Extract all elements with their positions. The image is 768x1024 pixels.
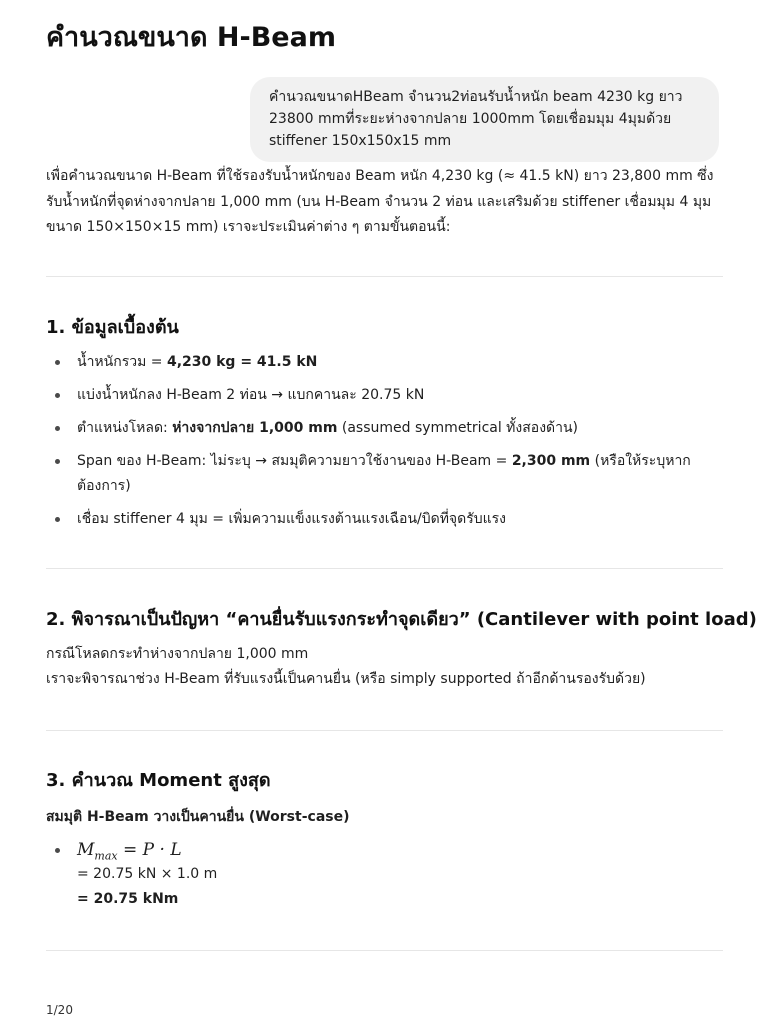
list-item-text: (assumed symmetrical ทั้งสองด้าน) (337, 420, 579, 436)
list-item-emphasis: 2,300 mm (511, 453, 591, 469)
divider (46, 568, 723, 569)
divider (46, 950, 723, 951)
list-item-text: (หรือให้ระบุหากต้องการ) (77, 453, 691, 494)
list-item (46, 416, 723, 441)
list-item-emphasis: 4,230 kg = 41.5 kN (166, 354, 318, 370)
intro-paragraph: เพื่อคำนวณขนาด H-Beam ที่ใช้รองรับน้ำหนักของ Beam หนัก 4,230 kg (≈ 41.5 kN) ยาว 23,800 mm ซึ่งรับน้ำหนักที่จุดห่างจากปลาย 1,000 mm (บน H-Beam จำนวน 2 ท่อน และเสริมด้วย stiffener เชื่อมมุม 4 มุม ขนาด 150×150×15 mm) เราจะประเมินค่าต่าง ๆ ตามขั้นตอนนี้: (46, 168, 714, 235)
formula-step-1: = 20.75 kN × 1.0 m (77, 866, 218, 882)
list-item-text: Span ของ H-Beam: ไม่ระบุ → สมมุติความยาวใช้งานของ H-Beam = (77, 453, 512, 469)
section-2-line-2: เราจะพิจารณาช่วง H-Beam ที่รับแรงนี้เป็นคานยื่น (หรือ simply supported ถ้าอีกด้านรองรับด้วย) (46, 671, 646, 687)
divider (46, 276, 723, 277)
section-1-heading: 1. ข้อมูลเบื้องต้น (46, 317, 179, 338)
section-1-list (46, 350, 723, 540)
formula-lhs: M (77, 840, 95, 860)
section-3-subheading: สมมุติ H-Beam วางเป็นคานยื่น (Worst-case) (46, 809, 350, 825)
list-item (46, 507, 723, 532)
formula-result: = 20.75 kNm (77, 891, 179, 907)
bullet-dot (55, 848, 60, 853)
divider (46, 730, 723, 731)
page-title: คำนวณขนาด H-Beam (46, 22, 336, 53)
list-item-emphasis: ห่างจากปลาย 1,000 mm (172, 420, 338, 436)
list-item-text: น้ำหนักรวม = (77, 354, 167, 370)
section-3-heading: 3. คำนวณ Moment สูงสุด (46, 770, 271, 791)
section-2-heading: 2. พิจารณาเป็นปัญหา “คานยื่นรับแรงกระทำจุดเดียว” (Cantilever with point load) (46, 609, 757, 630)
list-item-text: ตำแหน่งโหลด: (77, 420, 173, 436)
list-item (46, 350, 723, 375)
section-2-line-1: กรณีโหลดกระทำห่างจากปลาย 1,000 mm (46, 646, 309, 662)
user-message-bubble: คำนวณขนาดHBeam จำนวน2ท่อนรับน้ำหนัก beam 4230 kg ยาว 23800 mmที่ระยะห่างจากปลาย 1000mm โดยเชื่อมมุม 4มุมด้วย stiffener 150x150x15 mm (250, 77, 719, 162)
formula-subscript: max (94, 849, 118, 863)
list-item (46, 449, 723, 499)
list-item (46, 383, 723, 408)
page-counter: 1/20 (46, 1003, 73, 1017)
list-item-text: แบ่งน้ำหนักลง H-Beam 2 ท่อน → แบกคานละ 20.75 kN (77, 387, 425, 403)
list-item-text: เชื่อม stiffener 4 มุม = เพิ่มความแข็งแรงต้านแรงเฉือน/บิดที่จุดรับแรง (77, 511, 507, 527)
formula-rhs: = P · L (117, 840, 182, 860)
